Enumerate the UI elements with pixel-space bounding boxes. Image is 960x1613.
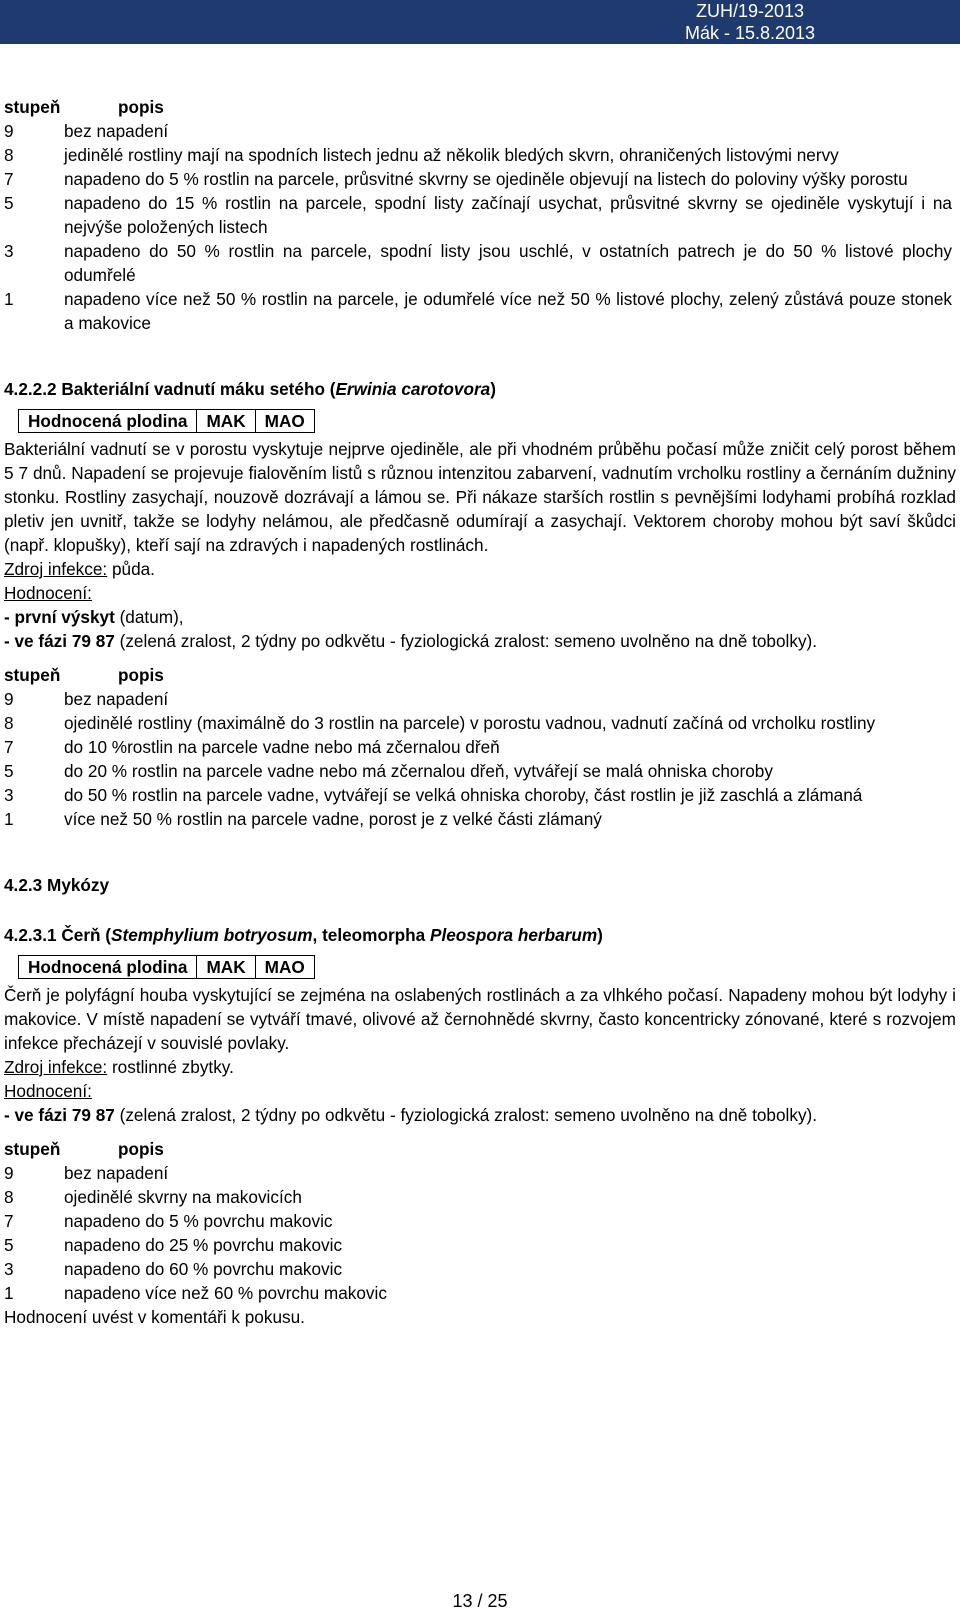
scale-description: napadeno do 15 % rostlin na parcele, spodní listy začínají usychat, průsvitné skvrny se ojediněle vyskytují i na nejvýše položených listech <box>64 193 952 237</box>
scale-row <box>4 1185 956 1209</box>
scale-list <box>4 119 956 335</box>
infection-source: Zdroj infekce: půda. <box>4 559 155 579</box>
scale-grade: 3 <box>4 785 14 805</box>
scale-grade: 9 <box>4 689 14 709</box>
scale-description: do 50 % rostlin na parcele vadne, vytvářejí se velká ohniska choroby, část rostlin je již zaschlá a zlámaná <box>64 785 863 805</box>
scale-row <box>4 287 956 335</box>
document-code: ZUH/19-2013 <box>695 1 805 21</box>
scale-grade: 1 <box>4 1283 14 1303</box>
scale-grade: 8 <box>4 145 14 165</box>
scale-row <box>4 783 956 807</box>
scale-grade: 7 <box>4 1211 14 1231</box>
scale-row <box>4 167 956 191</box>
scale-grade: 1 <box>4 809 14 829</box>
crop-table-label: Hodnocená plodina <box>19 956 197 979</box>
scale-description: do 10 %rostlin na parcele vadne nebo má zčernalou dřeň <box>64 737 500 757</box>
scale-header <box>4 95 956 119</box>
section-title-mycoses: 4.2.3 Mykózy <box>4 875 110 895</box>
crop-table <box>18 955 315 979</box>
section-title-black-mold: 4.2.3.1 Čerň (Stemphylium botryosum, teleomorpha Pleospora herbarum) <box>4 925 603 945</box>
scale-description: napadeno více než 50 % rostlin na parcele, je odumřelé více než 50 % listové plochy, zelený zůstává pouze stonek a makovice <box>64 289 952 333</box>
scale-grade: 5 <box>4 761 14 781</box>
scale-list <box>4 1161 956 1305</box>
scale-description: bez napadení <box>64 1163 169 1183</box>
scale-description: napadeno do 5 % rostlin na parcele, průsvitné skvrny se ojediněle objevují na listech do poloviny výšky porostu <box>64 169 908 189</box>
evaluation-label: Hodnocení: <box>4 1081 92 1101</box>
crop-code-2: MAO <box>255 410 314 433</box>
scale-row <box>4 143 956 167</box>
scale-description: ojedinělé rostliny (maximálně do 3 rostlin na parcele) v porostu vadnou, vadnutí začíná od vrcholku rostliny <box>64 713 876 733</box>
document-subtitle: Mák - 15.8.2013 <box>684 23 816 43</box>
scale-grade: 9 <box>4 1163 14 1183</box>
scale-grade: 9 <box>4 121 14 141</box>
scale-description: napadeno do 60 % povrchu makovic <box>64 1259 343 1279</box>
scale-description: napadeno více než 60 % povrchu makovic <box>64 1283 387 1303</box>
evaluation-item: - ve fázi 79 87 (zelená zralost, 2 týdny po odkvětu - fyziologická zralost: semeno uvolněno na dně tobolky). <box>4 1105 818 1125</box>
latin-name: Stemphylium botryosum <box>111 925 313 945</box>
scale-grade: 8 <box>4 713 14 733</box>
scale-row <box>4 239 956 287</box>
scale-col-description: popis <box>118 1139 164 1159</box>
scale-description: bez napadení <box>64 689 169 709</box>
scale-grade: 3 <box>4 241 14 261</box>
scale-description: napadeno do 25 % povrchu makovic <box>64 1235 343 1255</box>
latin-name: Erwinia carotovora <box>335 379 491 399</box>
description-paragraph: Čerň je polyfágní houba vyskytující se zejména na oslabených rostlinách a za vlhkého počasí. Napadeny mohou být lodyhy i makovice. V místě napadení se vytváří tmavé, olivové až černohnědé skvrny, často koncentricky zónované, které s rozvojem infekce přecházejí v souvislé povlaky. <box>4 985 956 1053</box>
scale-col-description: popis <box>118 97 164 117</box>
latin-name: Pleospora herbarum <box>429 925 598 945</box>
description-paragraph: Bakteriální vadnutí se v porostu vyskytuje nejprve ojediněle, ale při vhodném průběhu počasí může zničit celý porost během 5 7 dnů. Napadení se projevuje fialověním listů s různou intenzitou zabarvení, vadnutím vrcholku rostliny a černáním dužniny stonku. Rostliny zasychají, nouzově dozrávají a lámou se. Při nákaze starších rostlin s pevnějšími lodyhami probíhá rozklad pletiv jen uvnitř, takže se lodyhy nelámou, ale předčasně odumírají a zasychají. Vektorem choroby mohou být saví škůdci (např. klopušky), kteří sají na zdravých i napadených rostlinách. <box>4 439 956 555</box>
scale-col-grade: stupeň <box>4 1139 61 1159</box>
scale-description: jedinělé rostliny mají na spodních listech jednu až několik bledých skvrn, ohraničených listovými nervy <box>64 145 839 165</box>
scale-grade: 5 <box>4 193 14 213</box>
scale-row <box>4 1209 956 1233</box>
scale-grade: 8 <box>4 1187 14 1207</box>
evaluation-label: Hodnocení: <box>4 583 92 603</box>
evaluation-item: - první výskyt (datum), <box>4 607 184 627</box>
scale-header <box>4 1137 956 1161</box>
crop-code-2: MAO <box>255 956 314 979</box>
crop-code-1: MAK <box>197 410 255 433</box>
infection-source: Zdroj infekce: rostlinné zbytky. <box>4 1057 234 1077</box>
scale-description: ojedinělé skvrny na makovicích <box>64 1187 302 1207</box>
scale-row <box>4 1257 956 1281</box>
evaluation-item: - ve fázi 79 87 (zelená zralost, 2 týdny po odkvětu - fyziologická zralost: semeno uvolněno na dně tobolky). <box>4 631 818 651</box>
section-title-bacterial: 4.2.2.2 Bakteriální vadnutí máku setého (Erwinia carotovora) <box>4 379 496 399</box>
scale-description: bez napadení <box>64 121 169 141</box>
scale-description: více než 50 % rostlin na parcele vadne, porost je z velké části zlámaný <box>64 809 602 829</box>
evaluation-note: Hodnocení uvést v komentáři k pokusu. <box>4 1307 305 1327</box>
scale-grade: 5 <box>4 1235 14 1255</box>
scale-row <box>4 759 956 783</box>
crop-code-1: MAK <box>197 956 255 979</box>
scale-list <box>4 687 956 831</box>
scale-description: do 20 % rostlin na parcele vadne nebo má zčernalou dřeň, vytvářejí se malá ohniska choroby <box>64 761 773 781</box>
scale-row <box>4 1281 956 1305</box>
crop-table-label: Hodnocená plodina <box>19 410 197 433</box>
scale-row <box>4 191 956 239</box>
scale-row <box>4 1161 956 1185</box>
scale-grade: 1 <box>4 289 14 309</box>
document-header <box>0 0 960 44</box>
scale-row <box>4 1233 956 1257</box>
scale-col-grade: stupeň <box>4 97 61 117</box>
scale-row <box>4 687 956 711</box>
scale-description: napadeno do 5 % povrchu makovic <box>64 1211 333 1231</box>
scale-grade: 7 <box>4 169 14 189</box>
scale-col-description: popis <box>118 665 164 685</box>
crop-table <box>18 409 315 433</box>
scale-header <box>4 663 956 687</box>
scale-col-grade: stupeň <box>4 665 61 685</box>
scale-grade: 3 <box>4 1259 14 1279</box>
scale-row <box>4 735 956 759</box>
scale-grade: 7 <box>4 737 14 757</box>
page-number: 13 / 25 <box>452 1591 508 1611</box>
scale-row <box>4 711 956 735</box>
page-content <box>4 95 956 1329</box>
scale-row <box>4 119 956 143</box>
scale-description: napadeno do 50 % rostlin na parcele, spodní listy jsou uschlé, v ostatních patrech je do 50 % listové plochy odumřelé <box>64 241 952 285</box>
scale-row <box>4 807 956 831</box>
